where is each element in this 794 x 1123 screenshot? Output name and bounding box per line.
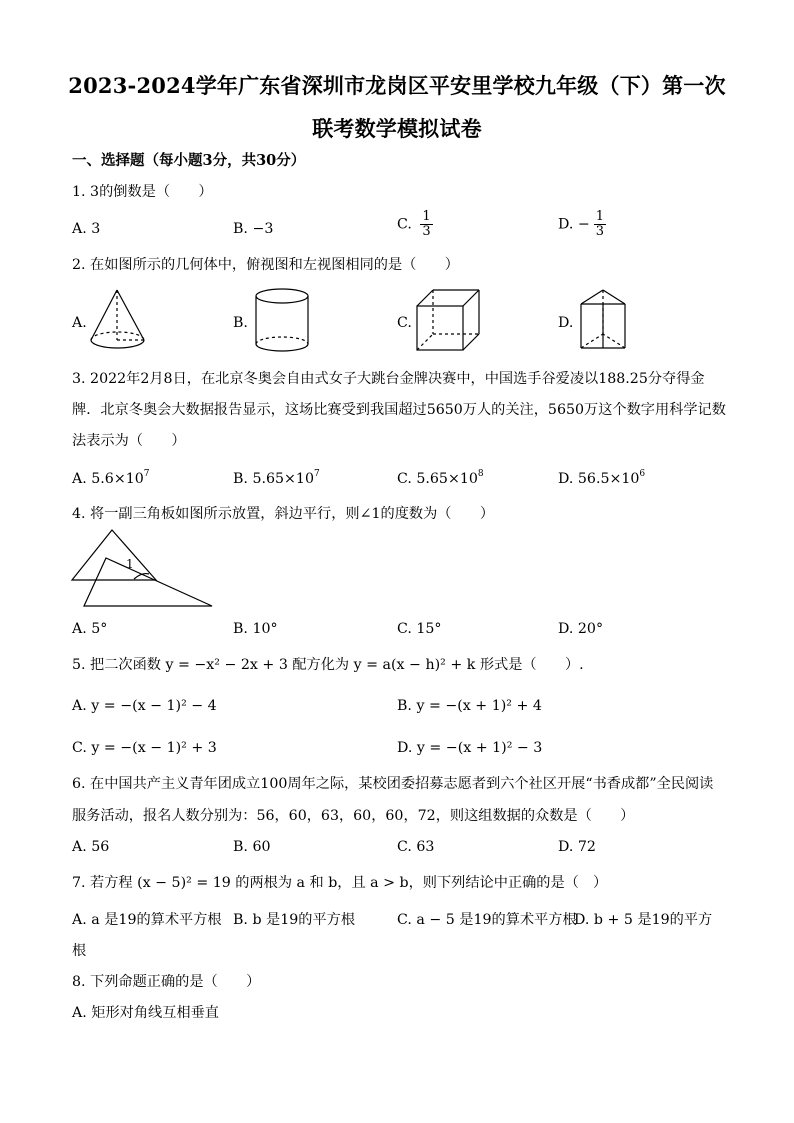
question-1-option-a: A. 3 xyxy=(72,221,101,237)
question-4-stem: 4. 将一副三角板如图所示放置，斜边平行，则∠1的度数为（ ） xyxy=(72,506,495,522)
question-4-option-d: D. 20° xyxy=(558,621,604,637)
question-3-option-d: D. $56.5\times 10^6$ xyxy=(558,469,646,487)
question-7-option-d-continued: 根 xyxy=(72,943,87,959)
question-2-stem: 2. 在如图所示的几何体中，俯视图和左视图相同的是（ ） xyxy=(72,257,459,273)
cylinder-figure xyxy=(252,287,316,357)
question-7-stem: 7. 若方程 (x − 5)² = 19 的两根为 a 和 b，且 a > b，则下列结论中正确的是（ ） xyxy=(72,875,608,891)
question-1-stem: 1. 3的倒数是（ ） xyxy=(72,184,213,200)
exam-title-line2: 联考数学模拟试卷 xyxy=(312,116,482,141)
triangular-prism-figure xyxy=(578,288,630,354)
question-3-option-c: C. $5.65\times 10^8$ xyxy=(397,469,484,487)
question-8-stem: 8. 下列命题正确的是（ ） xyxy=(72,974,261,990)
question-4-option-a: A. 5° xyxy=(72,621,108,637)
question-8-option-a: A. 矩形对角线互相垂直 xyxy=(72,1005,219,1021)
question-3-line2: 牌．北京冬奥会大数据报告显示，这场比赛受到我国超过5650万人的关注，5650万这个数字用科学记数 xyxy=(72,402,726,418)
question-6-option-d: D. 72 xyxy=(558,839,596,855)
question-5-option-d: D. y = −(x + 1)² − 3 xyxy=(397,740,543,756)
question-6-line1: 6. 在中国共产主义青年团成立100周年之际，某校团委招募志愿者到六个社区开展“书香成都”全民阅读 xyxy=(72,776,714,792)
set-squares-figure xyxy=(70,528,220,612)
cube-figure xyxy=(414,288,484,354)
cone-figure xyxy=(88,288,148,356)
question-5-option-a: A. y = −(x − 1)² − 4 xyxy=(72,698,217,714)
question-3-option-a: A. $5.6\times 10^7$ xyxy=(72,469,150,487)
fraction: $\frac{1}{3}$ xyxy=(595,209,605,239)
question-4-option-b: B. 10° xyxy=(233,621,278,637)
question-2-option-b: B. xyxy=(233,315,248,331)
question-5-option-c: C. y = −(x − 1)² + 3 xyxy=(72,740,217,756)
question-6-option-b: B. 60 xyxy=(233,839,271,855)
question-2-option-d: D. xyxy=(558,315,574,331)
section-heading: 一、选择题（每小题3分，共30分） xyxy=(72,152,306,169)
question-2-option-c: C. xyxy=(397,315,412,331)
question-3-line1: 3. 2022年2月8日，在北京冬奥会自由式女子大跳台金牌决赛中，中国选手谷爱凌以188.25分夺得金 xyxy=(72,371,705,387)
question-7-option-d: D. b + 5 是19的平方 xyxy=(574,912,713,928)
question-1-option-d: D. − $\frac{1}{3}$ xyxy=(558,209,605,239)
question-3-option-b: B. $5.65\times 10^7$ xyxy=(233,469,320,487)
question-6-option-c: C. 63 xyxy=(397,839,435,855)
question-7-option-a: A. a 是19的算术平方根 xyxy=(72,912,222,928)
question-5-option-b: B. y = −(x + 1)² + 4 xyxy=(397,698,542,714)
question-5-stem: 5. 把二次函数 y = −x² − 2x + 3 配方化为 y = a(x − h)² + k 形式是（ ）. xyxy=(72,657,584,673)
question-3-line3: 法表示为（ ） xyxy=(72,433,186,449)
question-7-option-b: B. b 是19的平方根 xyxy=(233,912,356,928)
question-6-line2: 服务活动，报名人数分别为：56，60，63，60，60，72，则这组数据的众数是（ ） xyxy=(72,808,635,824)
question-6-option-a: A. 56 xyxy=(72,839,110,855)
question-1-option-c: C. $\frac{1}{3}$ xyxy=(397,209,431,239)
fraction: $\frac{1}{3}$ xyxy=(422,209,431,239)
angle-1-label: 1 xyxy=(126,557,134,571)
exam-title-line1: 2023-2024学年广东省深圳市龙岗区平安里学校九年级（下）第一次 xyxy=(68,73,726,98)
question-4-option-c: C. 15° xyxy=(397,621,442,637)
question-1-option-b: B. −3 xyxy=(233,221,274,237)
question-2-option-a: A. xyxy=(72,315,87,331)
question-7-option-c: C. a − 5 是19的算术平方根 xyxy=(397,912,577,928)
